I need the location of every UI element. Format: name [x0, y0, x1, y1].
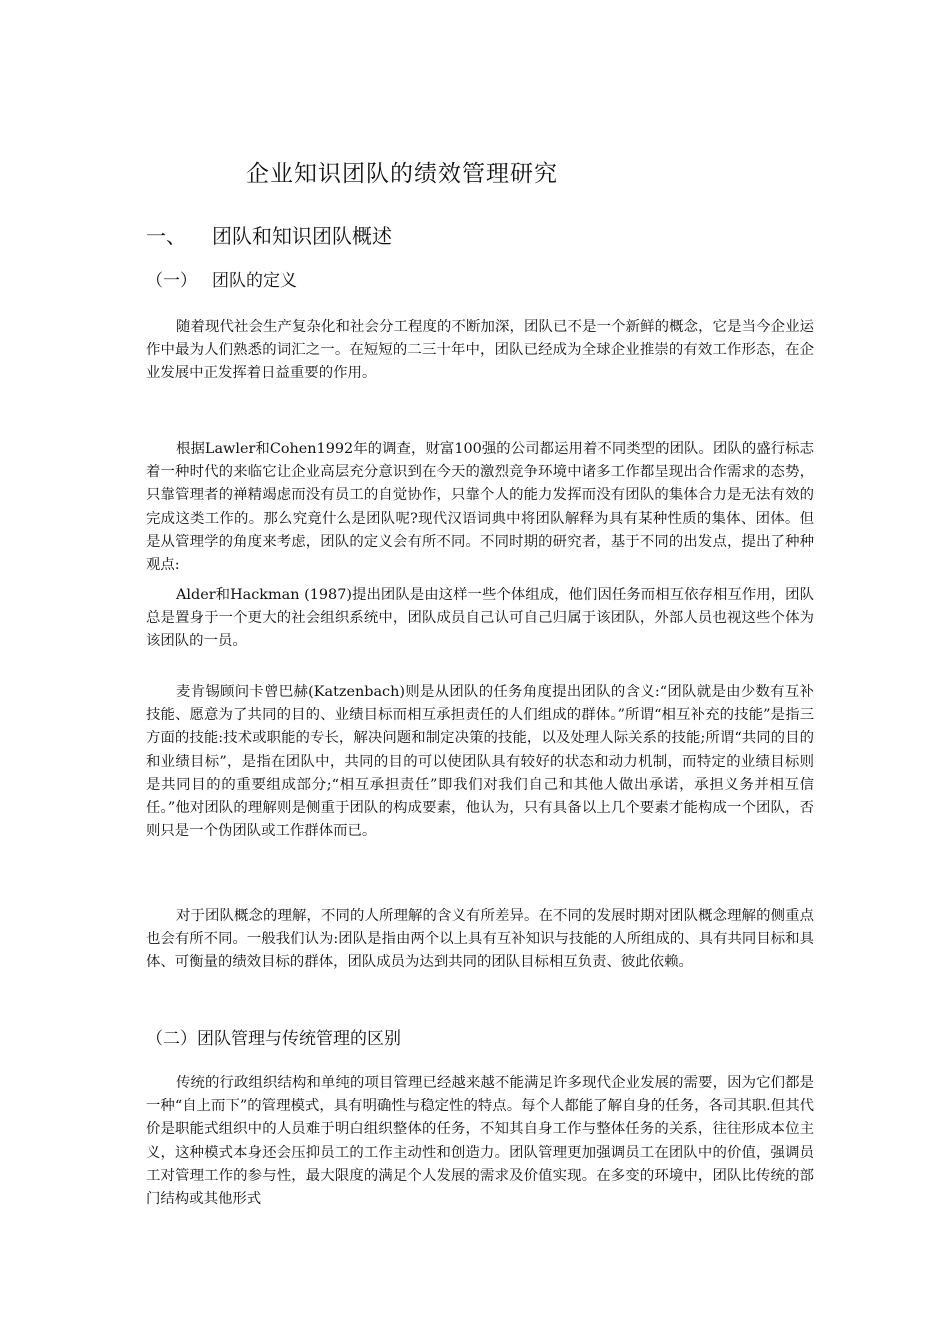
paragraph: Alder和Hackman (1987)提出团队是由这样一些个体组成，他们因任务而相互依存相互作用，团队总是置身于一个更大的社会组织系统中，团队成员自己认可自己归属于该团队，外部人员也视这些个体为该团队的一员。	[146, 587, 814, 650]
paragraph: 麦肯锡顾问卡曾巴赫(Katzenbach)则是从团队的任务角度提出团队的含义:“团队就是由少数有互补技能、愿意为了共同的目的、业绩目标而相互承担责任的人们组成的群体。”所谓“相互补充的技能”是指三方面的技能:技术或职能的专长，解决问题和制定决策的技能，以及处理人际关系的技能;所谓“共同的目的和业绩目标”，是指在团队中，共同的目的可以使团队具有较好的状态和动力机制，而特定的业绩目标则是共同目的的重要组成部分;“相互承担责任”即我们对我们自己和其他人做出承诺，承担义务并相互信任。”他对团队的理解则是侧重于团队的构成要素，他认为，只有具备以上几个要素才能构成一个团队，否则只是一个伪团队或工作群体而已。	[146, 684, 814, 840]
subsection-number: （一）	[146, 271, 197, 291]
paragraph: 根据Lawler和Cohen1992年的调查，财富100强的公司都运用着不同类型的团队。团队的盛行标志着一种时代的来临它让企业高层充分意识到在今天的激烈竞争环境中诸多工作都呈现出合作需求的态势，只靠管理者的禅精竭虑而没有员工的自觉协作，只靠个人的能力发挥而没有团队的集体合力是无法有效的完成这类工作的。那么究竟什么是团队呢?现代汉语词典中将团队解释为具有某种性质的集体、团体。但是从管理学的角度来考虑，团队的定义会有所不同。不同时期的研究者，基于不同的出发点，提出了种种观点:	[146, 441, 814, 574]
document-title: 企业知识团队的绩效管理研究	[246, 161, 558, 187]
paragraph: 随着现代社会生产复杂化和社会分工程度的不断加深，团队已不是一个新鲜的概念，它是当今企业运作中最为人们熟悉的词汇之一。在短短的二三十年中，团队已经成为全球企业推崇的有效工作形态，在企业发展中正发挥着日益重要的作用。	[146, 319, 814, 382]
section-heading-1	[146, 220, 392, 249]
section-title: 团队和知识团队概述	[212, 224, 392, 248]
subsection-heading-2: （二）团队管理与传统管理的区别	[146, 1029, 401, 1049]
section-number: 一、	[146, 224, 186, 248]
subsection-title: 团队的定义	[212, 271, 297, 291]
paragraph: 传统的行政组织结构和单纯的项目管理已经越来越不能满足许多现代企业发展的需要，因为它们都是一种“自上而下”的管理模式，具有明确性与稳定性的特点。每个人都能了解自身的任务，各司其职.但其代价是职能式组织中的人员难于明白组织整体的任务，不知其自身工作与整体任务的关系，往往形成本位主义，这种模式本身还会压抑员工的工作主动性和创造力。团队管理更加强调员工在团队中的价值，强调员工对管理工作的参与性，最大限度的满足个人发展的需求及价值实现。在多变的环境中，团队比传统的部门结构或其他形式	[146, 1075, 814, 1208]
subsection-heading-1	[146, 266, 297, 291]
paragraph: 对于团队概念的理解，不同的人所理解的含义有所差异。在不同的发展时期对团队概念理解的侧重点也会有所不同。一般我们认为:团队是指由两个以上具有互补知识与技能的人所组成的、具有共同目标和具体、可衡量的绩效目标的群体，团队成员为达到共同的团队目标相互负责、彼此依赖。	[146, 908, 814, 971]
